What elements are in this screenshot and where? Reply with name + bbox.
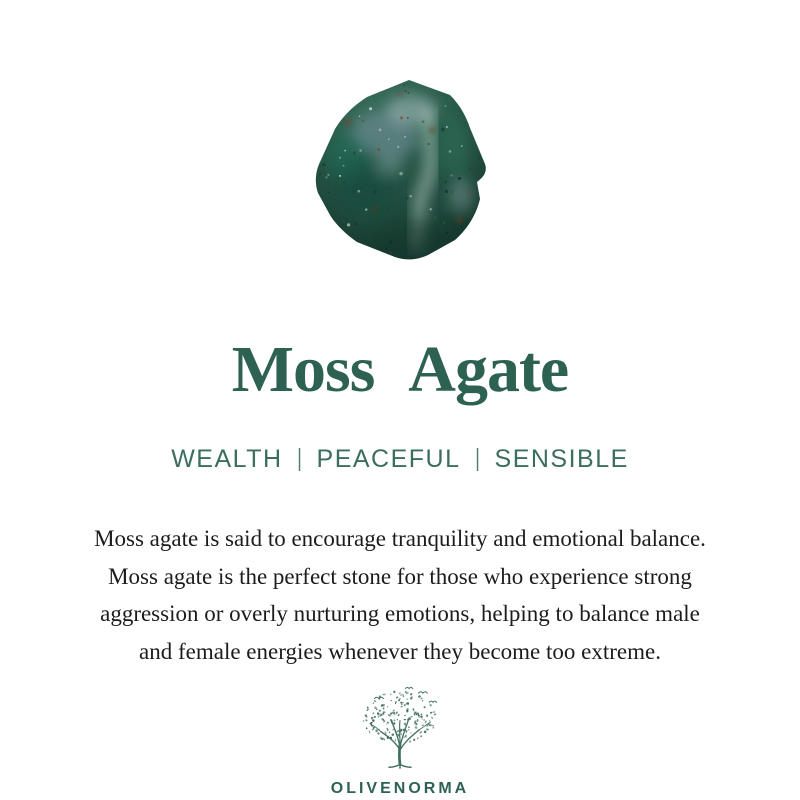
stone-photo xyxy=(312,78,488,267)
tree-trunk-and-birds xyxy=(371,687,437,768)
tagline-word-sensible: SENSIBLE xyxy=(494,445,629,473)
tagline-separator: | xyxy=(296,444,303,472)
tagline-separator: | xyxy=(474,444,481,472)
tagline-word-wealth: WEALTH xyxy=(171,445,283,473)
brand-logo xyxy=(0,684,800,798)
description-line: Moss agate is the perfect stone for those who experience strong xyxy=(108,563,692,589)
brand-name: OLIVENORMA xyxy=(330,780,470,797)
tagline xyxy=(0,445,800,474)
description-paragraph xyxy=(0,520,800,670)
description-line: and female energies whenever they become too extreme. xyxy=(139,638,661,664)
description-line: Moss agate is said to encourage tranquility and emotional balance. xyxy=(94,526,706,551)
moss-agate-stone-image xyxy=(312,78,488,262)
tagline-word-peaceful: PEACEFUL xyxy=(316,445,461,473)
description-line: aggression or overly nurturing emotions, helping to balance male xyxy=(100,601,700,626)
page-title: Moss Agate xyxy=(231,333,569,406)
olive-tree-icon xyxy=(354,684,446,770)
